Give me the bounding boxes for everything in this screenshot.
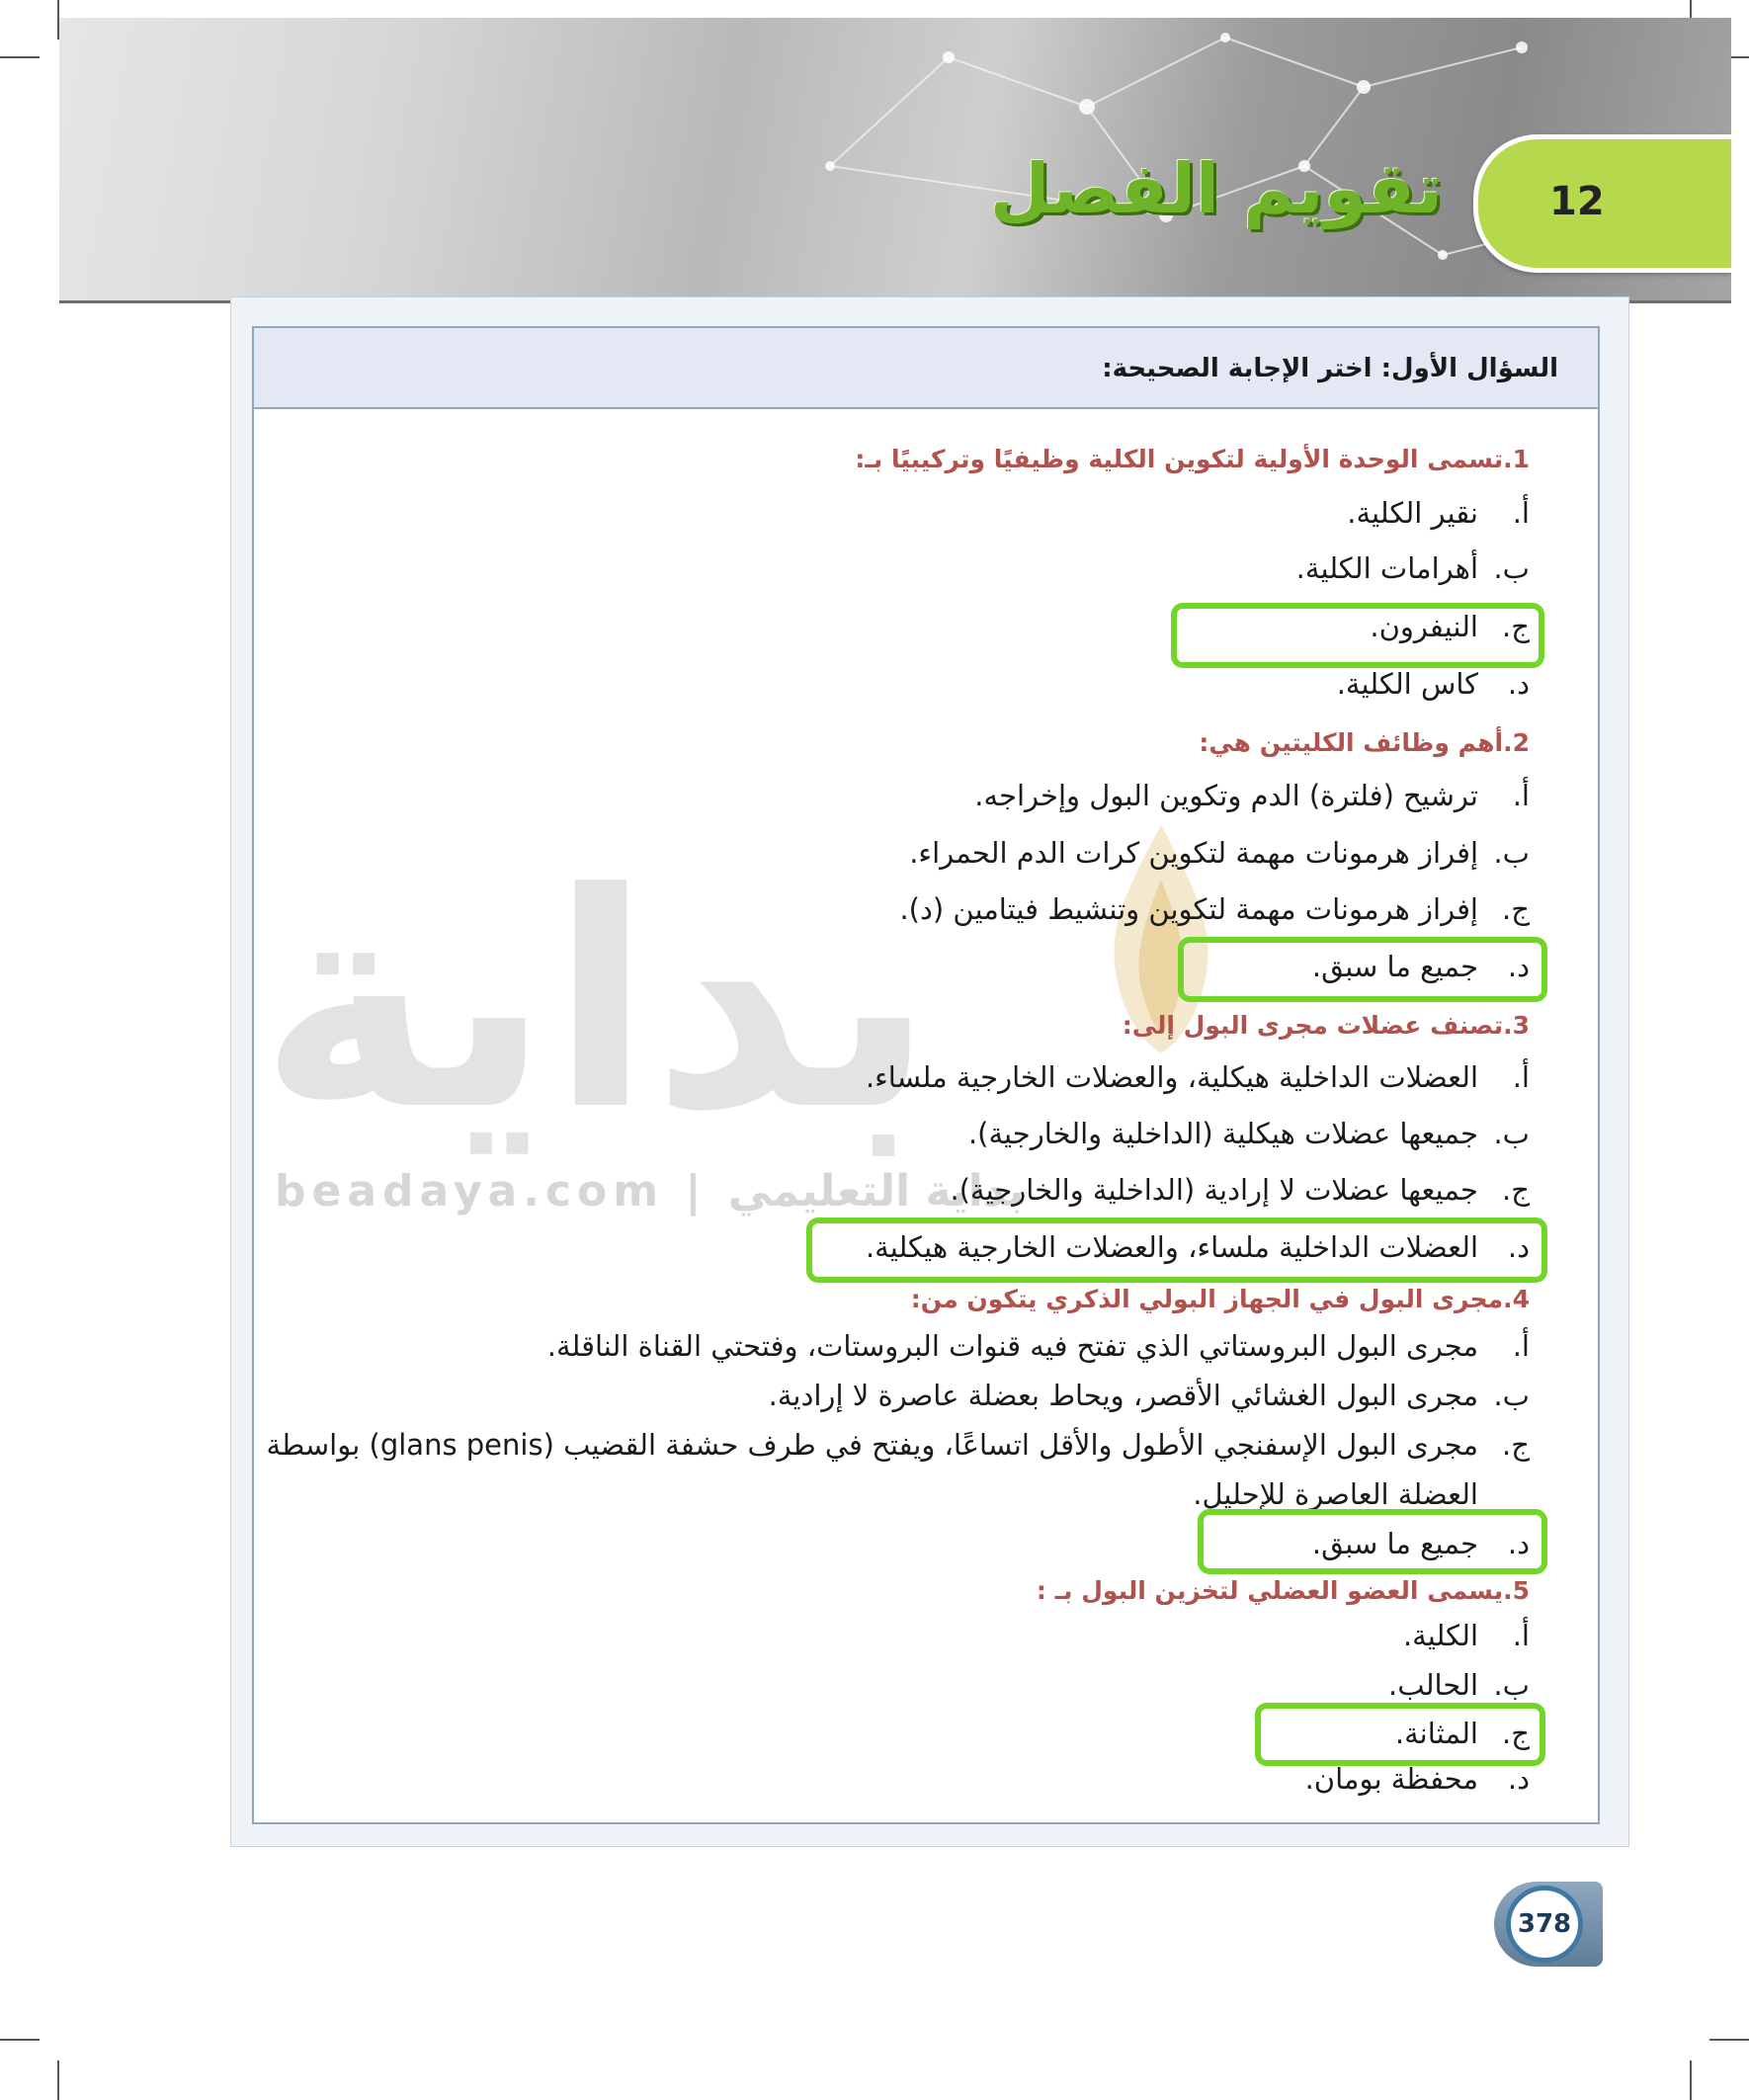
option-text: الكلية.: [1402, 1619, 1478, 1652]
option-text: جميعها عضلات هيكلية (الداخلية والخارجية).: [967, 1117, 1478, 1150]
crop-mark: [1709, 2039, 1749, 2041]
question-stem: [1037, 1576, 1530, 1605]
option-text: العضلات الداخلية هيكلية، والعضلات الخارجية ملساء.: [865, 1060, 1478, 1094]
option-letter: د.: [1507, 1762, 1530, 1796]
question-text: يسمى العضو العضلي لتخزين البول بـ :: [1036, 1576, 1504, 1605]
crop-mark: [0, 56, 40, 58]
option-text: إفراز هرمونات مهمة لتكوين كرات الدم الحمراء.: [909, 836, 1478, 870]
question-text: تسمى الوحدة الأولية لتكوين الكلية وظيفيًا وتركيبيًا بـ:: [855, 445, 1504, 473]
option-letter: ب.: [1493, 1117, 1530, 1150]
option: [1347, 496, 1530, 530]
option-text: مجرى البول الغشائي الأقصر، ويحاط بعضلة عاصرة لا إرادية.: [768, 1379, 1478, 1412]
option: [1296, 551, 1530, 585]
option-letter: ج.: [1502, 892, 1530, 926]
crop-mark: [0, 2039, 40, 2041]
option-text: أهرامات الكلية.: [1295, 551, 1478, 585]
question-text: أهم وظائف الكليتين هي:: [1199, 728, 1504, 757]
question-header: [254, 328, 1598, 409]
option: [909, 836, 1530, 870]
option-letter: أ.: [1512, 779, 1530, 812]
question-stem: [911, 1285, 1530, 1313]
option-letter: ب.: [1493, 836, 1530, 870]
option-letter: ب.: [1493, 1668, 1530, 1702]
option-text: جميع ما سبق.: [1311, 950, 1478, 983]
correct-answer-highlight: [1171, 603, 1544, 668]
option-text: العضلات الداخلية ملساء، والعضلات الخارجية هيكلية.: [865, 1230, 1478, 1264]
question-number: 2.: [1503, 728, 1530, 757]
crop-mark: [57, 2060, 59, 2100]
chapter-banner: [59, 18, 1731, 303]
option-letter: د.: [1507, 667, 1530, 701]
option-text: جميع ما سبق.: [1311, 1527, 1478, 1560]
page-number-badge: [1494, 1882, 1603, 1967]
option: [1388, 1668, 1530, 1702]
option-text: نقير الكلية.: [1347, 496, 1478, 530]
question-number: 1.: [1503, 445, 1530, 473]
question-stem: [1123, 1011, 1530, 1040]
correct-answer-highlight: [1255, 1703, 1545, 1766]
option: [968, 1117, 1530, 1150]
correct-answer-highlight: [806, 1218, 1547, 1283]
question-number: 3.: [1503, 1011, 1530, 1040]
question-text: مجرى البول في الجهاز البولي الذكري يتكون من:: [910, 1285, 1504, 1313]
option-letter: ج.: [1502, 1717, 1530, 1750]
option: [974, 779, 1530, 812]
option-text: النيفرون.: [1370, 610, 1478, 643]
option-text: ترشيح (فلترة) الدم وتكوين البول وإخراجه.: [974, 779, 1478, 812]
question-number: 4.: [1503, 1285, 1530, 1313]
question-text: تصنف عضلات مجرى البول إلى:: [1122, 1011, 1504, 1040]
option-text: مجرى البول الإسفنجي الأطول والأقل اتساعًا، ويفتح في طرف حشفة القضيب (glans penis) بواسطة: [266, 1428, 1478, 1462]
option: [267, 1428, 1530, 1462]
option-letter: ج.: [1502, 610, 1530, 643]
option-letter: ج.: [1502, 1428, 1530, 1462]
option-continuation: [1193, 1477, 1478, 1511]
option-text: جميعها عضلات لا إرادية (الداخلية والخارجية).: [950, 1173, 1478, 1207]
option: [1305, 1762, 1530, 1796]
option-letter: د.: [1507, 1527, 1530, 1560]
correct-answer-highlight: [1178, 937, 1547, 1002]
option: [1403, 1619, 1530, 1652]
option-letter: د.: [1507, 950, 1530, 983]
option-letter: أ.: [1512, 1329, 1530, 1363]
option-text: إفراز هرمونات مهمة لتكوين وتنشيط فيتامين (د).: [899, 892, 1478, 926]
option-text: مجرى البول البروستاتي الذي تفتح فيه قنوات البروستات، وفتحتي القناة الناقلة.: [546, 1329, 1478, 1363]
option-text: كاس الكلية.: [1336, 667, 1478, 701]
section-title: السؤال الأول: اختر الإجابة الصحيحة:: [1102, 354, 1558, 383]
question-stem: [855, 445, 1530, 473]
option-text: الحالب.: [1388, 1668, 1478, 1702]
option-letter: أ.: [1512, 1619, 1530, 1652]
option-letter: أ.: [1512, 496, 1530, 530]
option-letter: د.: [1507, 1230, 1530, 1264]
chapter-number-tab: [1473, 134, 1731, 273]
option-text: محفظة بومان.: [1304, 1762, 1478, 1796]
option-letter: ج.: [1502, 1173, 1530, 1207]
watermark-logo: بداية: [259, 830, 935, 1175]
chapter-title: تقويم الفصل: [989, 148, 1443, 229]
option: [866, 1060, 1530, 1094]
network-pattern: [59, 18, 1731, 300]
option: [950, 1173, 1530, 1207]
option-text: العضلة العاصرة للإحليل.: [1193, 1477, 1478, 1511]
question-stem: [1199, 728, 1530, 757]
correct-answer-highlight: [1198, 1509, 1547, 1574]
option-letter: ب.: [1493, 551, 1530, 585]
option: [1337, 667, 1530, 701]
watermark-url: beadaya.com | بداية التعليمي: [275, 1166, 1025, 1217]
option: [899, 892, 1530, 926]
crop-mark: [1690, 2060, 1692, 2100]
option: [547, 1329, 1530, 1363]
option-letter: ب.: [1493, 1379, 1530, 1412]
chapter-number: 12: [1549, 179, 1605, 224]
option: [769, 1379, 1530, 1412]
option-letter: أ.: [1512, 1060, 1530, 1094]
question-number: 5.: [1503, 1576, 1530, 1605]
option-text: المثانة.: [1394, 1717, 1478, 1750]
page-number: 378: [1506, 1886, 1583, 1963]
